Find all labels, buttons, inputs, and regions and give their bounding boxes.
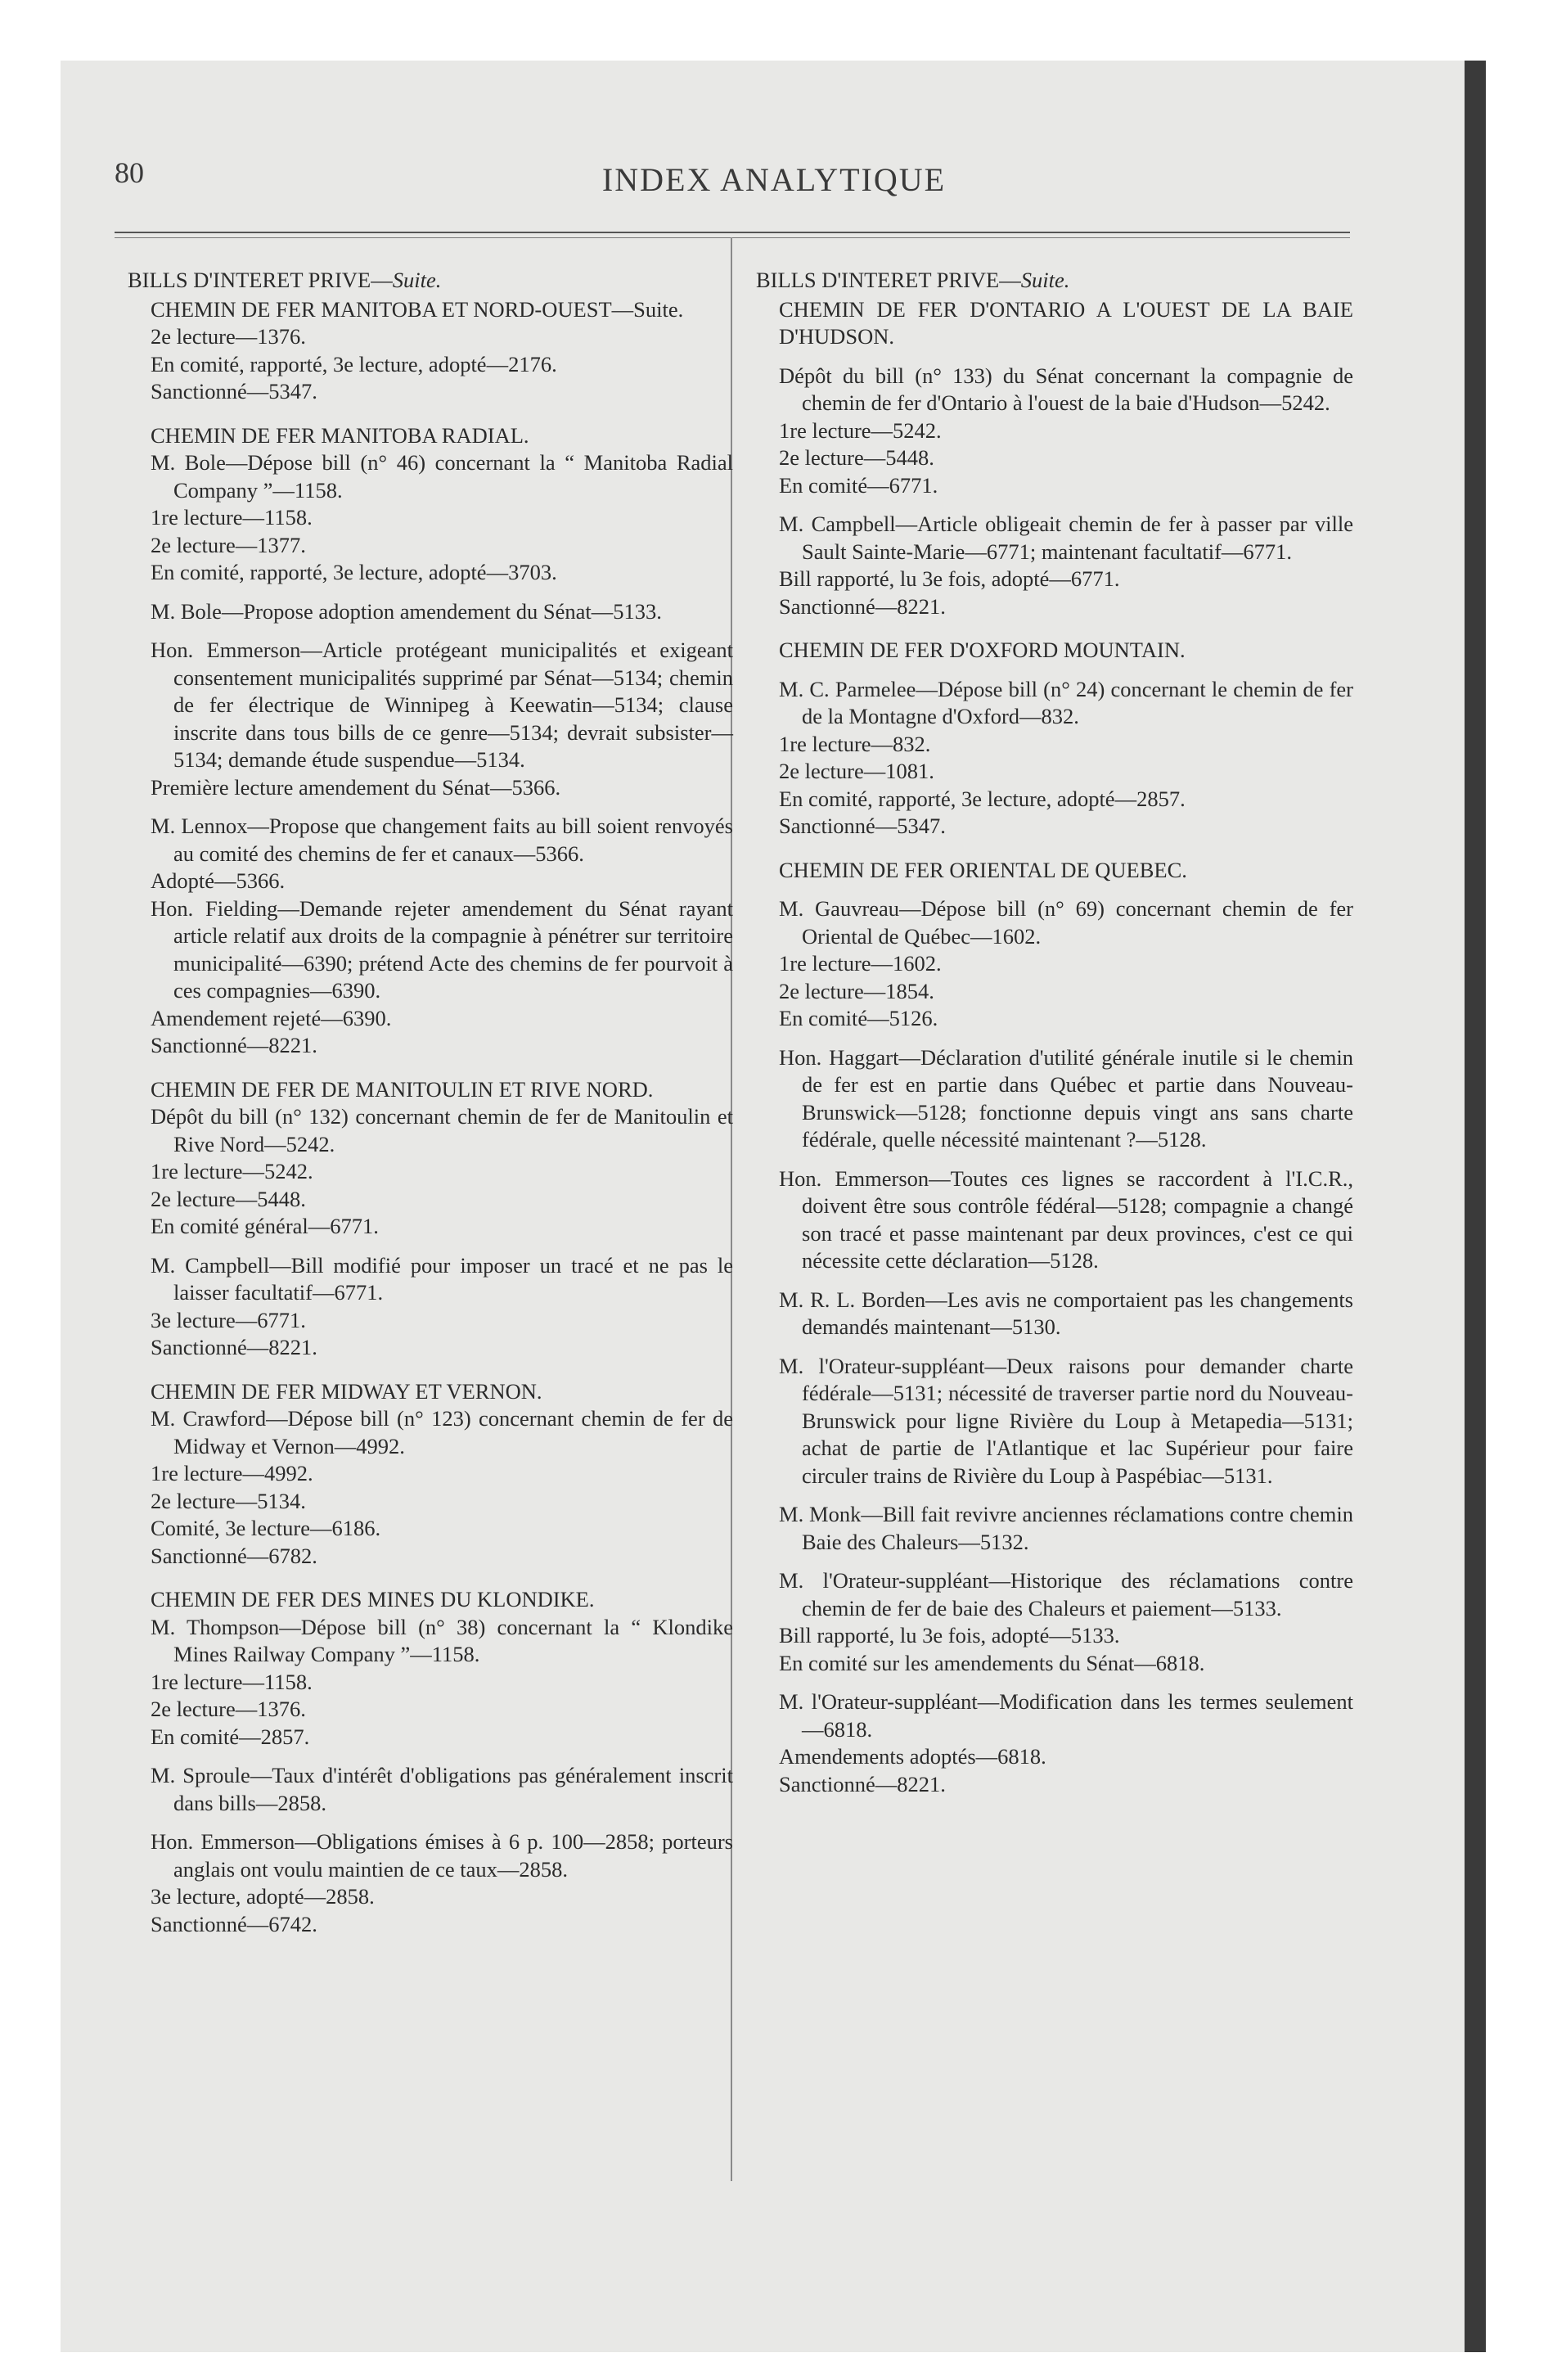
index-entry: 2e lecture—1854. [779,978,934,1003]
index-entry: 2e lecture—5448. [779,445,934,470]
index-entry: Sanctionné—5347. [151,379,317,403]
right-column [756,267,1353,1798]
index-entry: 2e lecture—1081. [779,759,934,783]
main-heading-text: BILLS D'INTERET PRIVE— [756,268,1021,292]
index-entry: Première lecture amendement du Sénat—5366. [151,774,561,800]
index-entry: Comité, 3e lecture—6186. [151,1516,381,1540]
index-entry: 1re lecture—1158. [151,505,313,530]
index-entry: M. R. L. Borden—Les avis ne comportaient pas les changements demandés maintenant—5130. [779,1287,1353,1339]
section-heading: CHEMIN DE FER ORIENTAL DE QUEBEC. [779,857,1187,882]
index-entry: Sanctionné—6782. [151,1543,317,1568]
index-entry: Sanctionné—5347. [779,814,946,838]
index-entry: Sanctionné—8221. [779,593,946,619]
index-entry: M. Monk—Bill fait revivre anciennes réclamations contre chemin Baie des Chaleurs—5132. [779,1502,1353,1554]
index-entry: M. Thompson—Dépose bill (n° 38) concernant la “ Klondike Mines Railway Company ”—1158. [151,1614,733,1666]
index-entry: En comité, rapporté, 3e lecture, adopté—3703. [151,560,557,584]
index-entry: M. Bole—Dépose bill (n° 46) concernant la “ Manitoba Radial Company ”—1158. [151,450,733,503]
index-entry: 1re lecture—832. [779,731,931,756]
index-entry: 1re lecture—5242. [151,1159,313,1183]
section-heading: CHEMIN DE FER MANITOBA RADIAL. [151,422,529,448]
index-entry: M. l'Orateur-suppléant—Deux raisons pour demander charte fédérale—5131; nécessité de traverser partie nord du Nouveau-Brunswick pour ligne Rivière du Loup à Metapedia—5131; achat de partie de l'Atlantique et lac Supérieur pour faire circuler trains de Rivière du Loup à Paspébiac—5131. [779,1353,1353,1488]
index-entry: Sanctionné—8221. [779,1771,946,1796]
index-entry: Sanctionné—8221. [151,1335,317,1359]
index-entry: Dépôt du bill (n° 133) du Sénat concernant la compagnie de chemin de fer d'Ontario à l'ouest de la baie d'Hudson—5242. [779,363,1353,415]
running-title: INDEX ANALYTIQUE [601,161,947,198]
main-heading-suite: Suite. [1020,268,1070,292]
index-entry: Dépôt du bill (n° 132) concernant chemin de fer de Manitoulin et Rive Nord—5242. [151,1104,733,1156]
index-entry: Hon. Haggart—Déclaration d'utilité générale inutile si le chemin de fer est en partie dans Québec et partie dans Nouveau-Brunswick—5128; fonctionne depuis vingt ans sans charte fédérale, quelle nécessité maintenant ?—5128. [779,1044,1353,1152]
index-entry: En comité, rapporté, 3e lecture, adopté—2176. [151,351,557,376]
page-edge-shadow [1465,61,1486,2352]
section-heading: CHEMIN DE FER DES MINES DU KLONDIKE. [151,1587,595,1611]
index-entry: M. Gauvreau—Dépose bill (n° 69) concernant chemin de fer Oriental de Québec—1602. [779,896,1353,949]
index-entry: 1re lecture—1602. [779,951,942,976]
main-heading [128,267,733,295]
index-entry: 2e lecture—1377. [151,532,306,557]
index-entry: En comité, rapporté, 3e lecture, adopté—2857. [779,786,1186,811]
index-entry: Sanctionné—6742. [151,1911,317,1936]
index-entry: 2e lecture—5134. [151,1488,306,1513]
index-entry: En comité sur les amendements du Sénat—6818. [779,1650,1205,1675]
index-entry: Sanctionné—8221. [151,1033,317,1057]
main-heading [756,267,1353,295]
header-rule [115,232,1350,238]
section-heading: CHEMIN DE FER D'OXFORD MOUNTAIN. [779,638,1186,662]
index-entry: M. Sproule—Taux d'intérêt d'obligations pas généralement inscrit dans bills—2858. [151,1763,733,1815]
index-entry: Hon. Emmerson—Toutes ces lignes se raccordent à l'I.C.R., doivent être sous contrôle fédéral—5128; compagnie a changé son tracé et passe maintenant par deux provinces, c'est ce qui nécessite cette déclaration—5128. [779,1165,1353,1273]
index-entry: M. C. Parmelee—Dépose bill (n° 24) concernant le chemin de fer de la Montagne d'Oxford—832. [779,676,1353,728]
page-number: 80 [115,156,144,189]
index-entry: 1re lecture—5242. [779,417,942,443]
index-entry: Adopté—5366. [151,868,286,893]
index-entry: En comité—2857. [151,1724,310,1749]
index-entry: En comité—6771. [779,472,938,498]
index-entry: 2e lecture—5448. [151,1186,306,1211]
left-column [128,267,733,1938]
index-entry: M. l'Orateur-suppléant—Modification dans les termes seulement—6818. [779,1689,1353,1742]
section-heading: CHEMIN DE FER MIDWAY ET VERNON. [151,1378,542,1404]
index-entry: M. l'Orateur-suppléant—Historique des réclamations contre chemin de fer de baie des Chaleurs et paiement—5133. [779,1568,1353,1620]
index-entry: Bill rapporté, lu 3e fois, adopté—6771. [779,566,1120,591]
index-entry: 2e lecture—1376. [151,1697,306,1721]
index-entry: Hon. Emmerson—Obligations émises à 6 p. 100—2858; porteurs anglais ont voulu maintien de ce taux—2858. [151,1829,733,1882]
index-entry: Amendements adoptés—6818. [779,1744,1046,1769]
index-entry: 3e lecture—6771. [151,1307,306,1332]
index-entry: 1re lecture—4992. [151,1461,313,1485]
index-entry: Bill rapporté, lu 3e fois, adopté—5133. [779,1623,1120,1648]
section-heading: CHEMIN DE FER D'ONTARIO A L'OUEST DE LA BAIE D'HUDSON. [779,296,1353,349]
section-heading: CHEMIN DE FER MANITOBA ET NORD-OUEST—Suite. [151,296,684,322]
index-entry: En comité général—6771. [151,1214,379,1238]
index-entry: Hon. Fielding—Demande rejeter amendement du Sénat rayant article relatif aux droits de la compagnie à pénétrer sur territoire municipalité—6390; prétend Acte des chemins de fer pourvoit à ces compagnies—6390. [151,895,733,1003]
index-entry: 2e lecture—1376. [151,324,306,349]
index-entry: Amendement rejeté—6390. [151,1005,392,1030]
index-entry: M. Campbell—Article obligeait chemin de fer à passer par ville Sault Sainte-Marie—6771; maintenant facultatif—6771. [779,512,1353,564]
index-entry: M. Crawford—Dépose bill (n° 123) concernant chemin de fer de Midway et Vernon—4992. [151,1406,733,1458]
index-entry: M. Lennox—Propose que changement faits au bill soient renvoyés au comité des chemins de fer et canaux—5366. [151,814,733,866]
index-entry: M. Bole—Propose adoption amendement du Sénat—5133. [151,598,662,624]
index-entry: 1re lecture—1158. [151,1669,313,1694]
index-entry: Hon. Emmerson—Article protégeant municipalités et exigeant consentement municipalités supprimé par Sénat—5134; chemin de fer électrique de Winnipeg à Keewatin—5134; clause inscrite dans tous bills de ce genre—5134; devrait subsister—5134; demande étude suspendue—5134. [151,638,733,772]
index-entry: En comité—5126. [779,1006,938,1030]
section-heading: CHEMIN DE FER DE MANITOULIN ET RIVE NORD. [151,1076,654,1102]
main-heading-suite: Suite. [392,268,442,292]
main-heading-text: BILLS D'INTERET PRIVE— [128,268,393,292]
index-entry: 3e lecture, adopté—2858. [151,1884,375,1909]
index-entry: M. Campbell—Bill modifié pour imposer un tracé et ne pas le laisser facultatif—6771. [151,1252,733,1305]
